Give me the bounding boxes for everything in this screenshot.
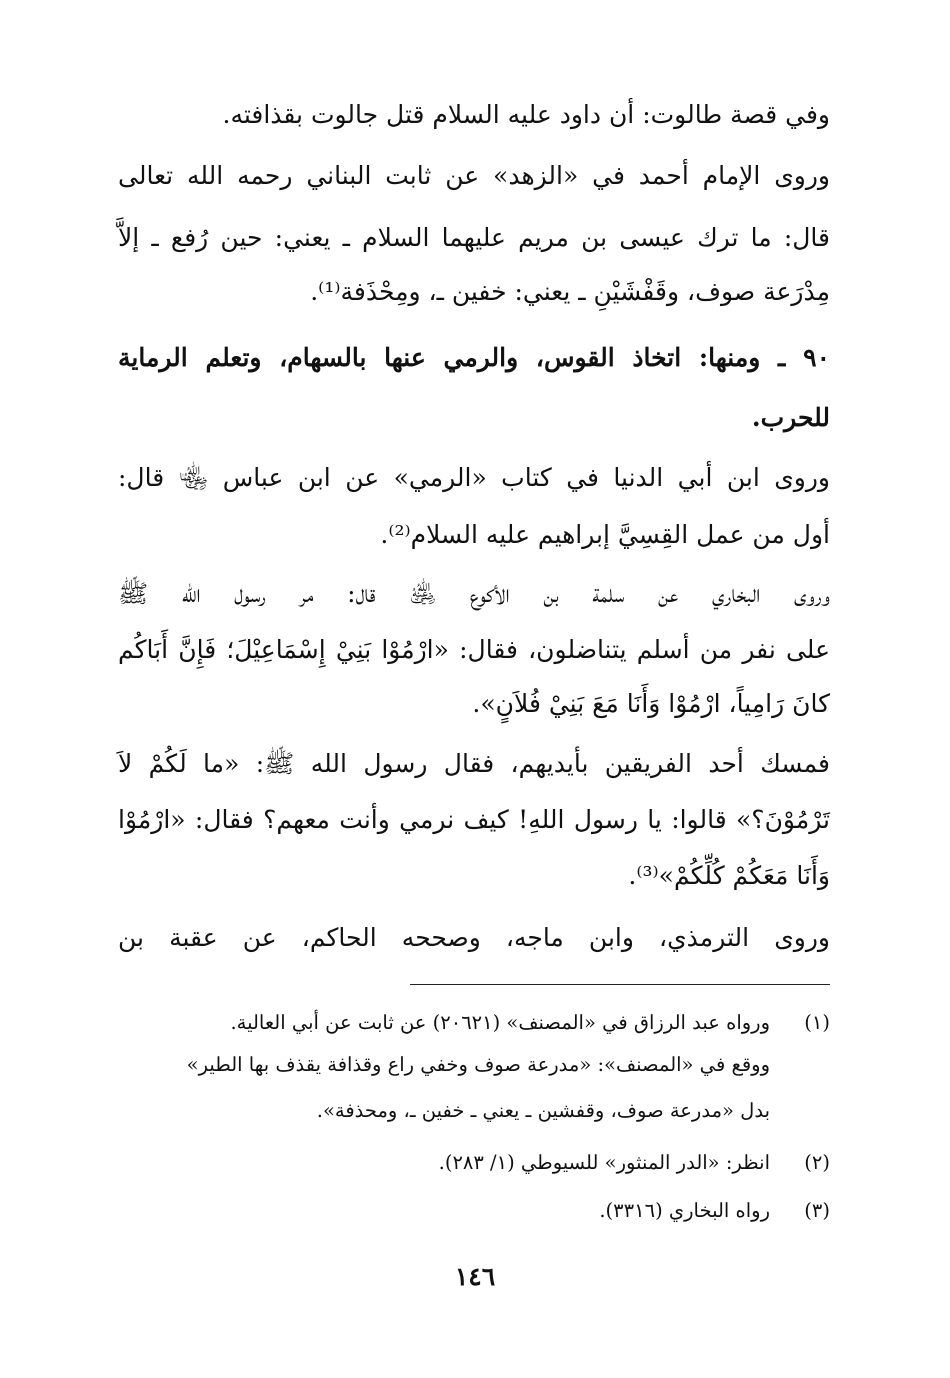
- body-line: على نفر من أسلم يتناضلون، فقال: «ارْمُوْا بَنِيْ إِسْمَاعِيْلَ؛ فَإِنَّ أَبَاكُم: [118, 635, 830, 664]
- footnote-text: ورواه عبد الرزاق في «المصنف» (٢٠٦٢١) عن ثابت عن أبي العالية.: [230, 1011, 770, 1034]
- footnote-text: رواه البخاري (٣٣١٦).: [599, 1199, 770, 1222]
- footnote-1: [130, 1008, 830, 1038]
- body-line: وروى الترمذي، وابن ماجه، وصححه الحاكم، عن عقبة بن: [118, 923, 830, 952]
- page-number: ١٤٦: [454, 1262, 496, 1291]
- footnote-number: (١): [804, 1011, 830, 1034]
- footnote-number: (٢): [804, 1151, 830, 1174]
- footnote-2: [130, 1148, 830, 1178]
- body-line: وروى ابن أبي الدنيا في كتاب «الرمي» عن ابن عباس ﵄ قال:: [118, 463, 830, 492]
- body-line: وروى البخاري عن سلمة بن الأكوع ﵁ قال: مر رسول الله ﷺ: [118, 579, 830, 608]
- footnote-number: (٣): [804, 1199, 830, 1222]
- body-line: تَرْمُوْنَ؟» قالوا: يا رسول اللهِ! كيف نرمي وأنت معهم؟ فقال: «ارْمُوْا: [118, 805, 830, 834]
- footnote-separator: [410, 984, 830, 985]
- body-line: وروى الإمام أحمد في «الزهد» عن ثابت البناني رحمه الله تعالى: [118, 161, 830, 190]
- body-line: قال: ما ترك عيسى بن مريم عليهما السلام ـ يعني: حين رُفع ـ إلاَّ: [118, 223, 830, 252]
- body-line: مِدْرَعة صوف، وقَفْشَيْنِ ـ يعني: خفين ـ، ومِحْذَفة⁽¹⁾.: [310, 277, 830, 306]
- body-line: وفي قصة طالوت: أن داود عليه السلام قتل جالوت بقذافته.: [222, 100, 830, 129]
- body-line: كانَ رَامِياً، ارْمُوْا وَأَنَا مَعَ بَنِيْ فُلاَنٍ».: [472, 689, 830, 718]
- section-heading-line: ٩٠ ـ ومنها: اتخاذ القوس، والرمي عنها بالسهام، وتعلم الرماية: [118, 343, 830, 372]
- footnote-text: انظر: «الدر المنثور» للسيوطي (١/ ٢٨٣).: [438, 1151, 770, 1174]
- body-line: أول من عمل القِسِيَّ إبراهيم عليه السلام⁽²⁾.: [380, 520, 830, 549]
- body-line: فمسك أحد الفريقين بأيديهم، فقال رسول الله ﷺ: «ما لَكُمْ لاَ: [118, 749, 830, 778]
- footnote-3: [130, 1196, 830, 1226]
- section-heading-line: للحرب.: [751, 403, 830, 432]
- footnote-1-continued: ووقع في «المصنف»: «مدرعة صوف وخفي راع وقذافة يقذف بها الطير»: [186, 1053, 770, 1076]
- footnote-1-continued: بدل «مدرعة صوف، وقفشين ـ يعني ـ خفين ـ، ومحذفة».: [316, 1099, 770, 1122]
- body-line: وَأَنَا مَعَكُمْ كُلِّكُمْ»⁽³⁾.: [628, 861, 830, 890]
